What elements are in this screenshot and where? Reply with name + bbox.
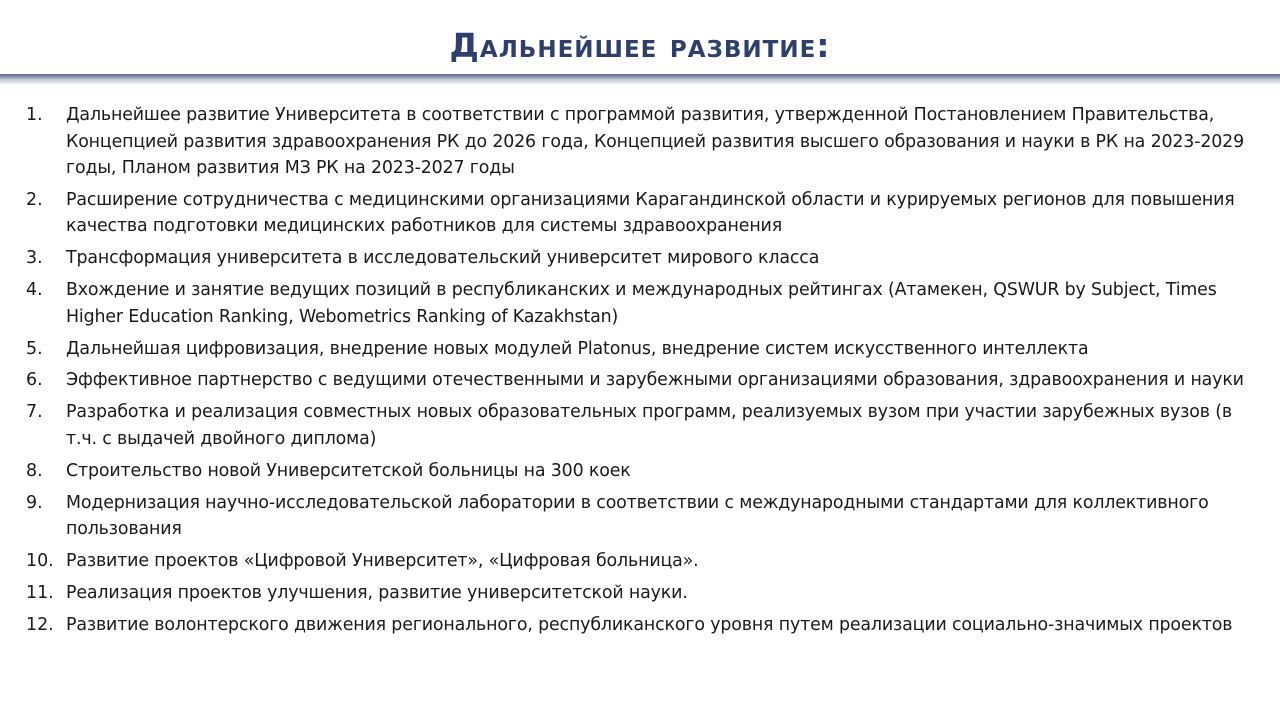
list-item-text: Дальнейшая цифровизация, внедрение новых модулей Platonus, внедрение систем искусственного интеллекта <box>66 338 1089 359</box>
list-item-text: Дальнейшее развитие Университета в соответствии с программой развития, утвержденной Постановлением Правительства, Концепцией развития здравоохранения РК до 2026 года, Концепцией развития высшего образования и науки в РК на 2023-2029 годы, Планом развития МЗ РК на 2023-2027 годы <box>66 105 1245 178</box>
list-item-text: Развитие проектов «Цифровой Университет», «Цифровая больница». <box>66 551 699 572</box>
list-item <box>26 277 1256 330</box>
list-item <box>26 580 1256 607</box>
list-item-number: 1. <box>26 105 43 125</box>
list-item-text: Развитие волонтерского движения регионального, республиканского уровня путем реализации социально-значимых проектов <box>66 614 1233 635</box>
list-item-number: 2. <box>26 189 43 210</box>
list-item <box>26 399 1256 452</box>
list-item <box>26 548 1256 575</box>
list-item-text: Эффективное партнерство с ведущими отечественными и зарубежными организациями образования, здравоохранения и науки <box>66 370 1244 391</box>
title-divider <box>0 74 1280 84</box>
list-item-number: 4. <box>26 280 43 301</box>
list-item-number: 8. <box>26 460 43 481</box>
list-item <box>26 612 1256 639</box>
development-list <box>26 102 1256 644</box>
list-item <box>26 245 1256 272</box>
list-item-number: 12. <box>26 614 54 635</box>
title-bar <box>0 0 1280 78</box>
list-item <box>26 102 1256 182</box>
list-item <box>26 336 1256 363</box>
list-item-text: Вхождение и занятие ведущих позиций в республиканских и международных рейтингах (Атамекен, QSWUR by Subject, Times Higher Education Ranking, Webometrics Ranking of Kazakhstan) <box>66 280 1217 327</box>
list-item <box>26 367 1256 394</box>
list-item <box>26 187 1256 240</box>
list-item-number: 9. <box>26 492 43 513</box>
slide-title: Дальнейшее развитие: <box>449 26 831 65</box>
list-item-text: Модернизация научно-исследовательской лаборатории в соответствии с международными стандартами для коллективного пользования <box>66 492 1209 540</box>
list-item-text: Реализация проектов улучшения, развитие университетской науки. <box>66 582 688 603</box>
list-item <box>26 458 1256 485</box>
list-item-text: Строительство новой Университетской больницы на 300 коек <box>66 460 631 481</box>
list-item <box>26 490 1256 543</box>
list-item-number: 7. <box>26 402 43 423</box>
list-item-text: Расширение сотрудничества с медицинскими организациями Карагандинской области и курируемых регионов для повышения качества подготовки медицинских работников для системы здравоохранения <box>66 189 1235 237</box>
list-item-number: 5. <box>26 338 43 359</box>
list-item-text: Трансформация университета в исследовательский университет мирового класса <box>66 248 820 269</box>
list-item-number: 3. <box>26 248 43 269</box>
list-item-text: Разработка и реализация совместных новых образовательных программ, реализуемых вузом при участии зарубежных вузов (в т.ч. с выдачей двойного диплома) <box>66 402 1232 449</box>
list-item-number: 6. <box>26 370 43 391</box>
list-item-number: 10. <box>26 551 54 572</box>
list-item-number: 11. <box>26 582 54 603</box>
